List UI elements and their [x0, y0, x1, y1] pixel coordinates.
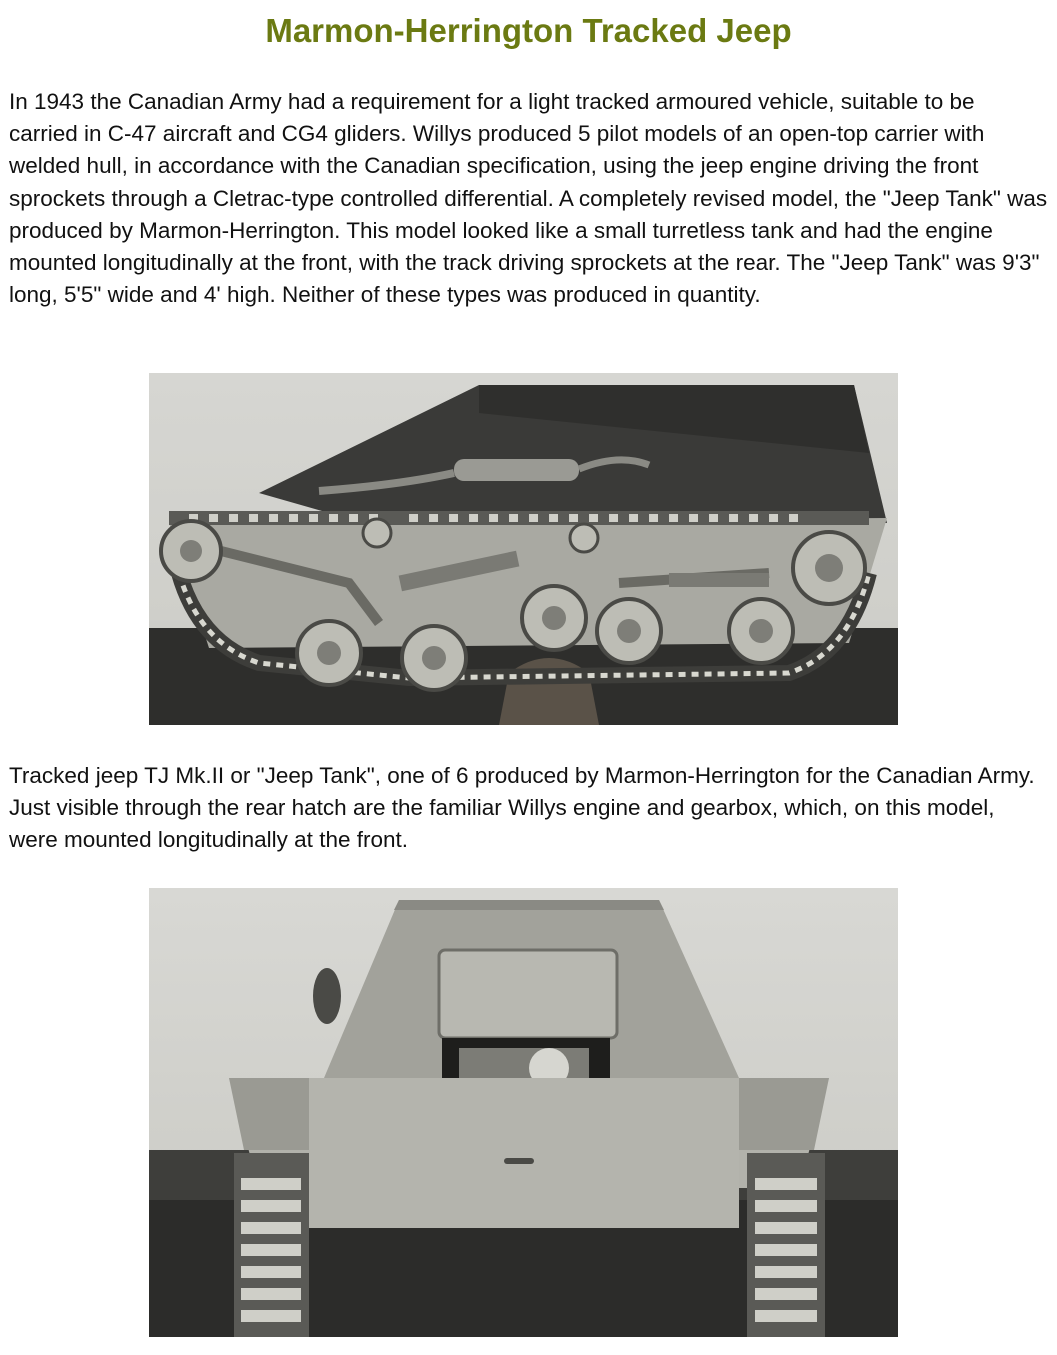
intro-paragraph: In 1943 the Canadian Army had a requirement for a light tracked armoured vehicle, suitable to be carried in C-47 aircraft and CG4 gliders. Willys produced 5 pilot models of an open-top carrier with welded hull, in accordance with the Canadian specification, using the jeep engine driving the front sprockets through a Cletrac-type controlled differential. A completely revised model, the "Jeep Tank" was produced by Marmon-Herrington. This model looked like a small turretless tank and had the engine mounted longitudinally at the front, with the track driving sprockets at the rear. The "Jeep Tank" was 9'3" long, 5'5" wide and 4' high. Neither of these types was produced in quantity. [9, 89, 1048, 308]
photo-caption: Tracked jeep TJ Mk.II or "Jeep Tank", one of 6 produced by Marmon-Herrington for the Canadian Army. Just visible through the rear hatch are the familiar Willys engine and gearbox, which, on this model, were mounted longitudinally at the front. [9, 763, 1035, 853]
side-view-photo [149, 373, 898, 725]
page-title: Marmon-Herrington Tracked Jeep [265, 12, 792, 49]
rear-view-photo [149, 888, 898, 1337]
